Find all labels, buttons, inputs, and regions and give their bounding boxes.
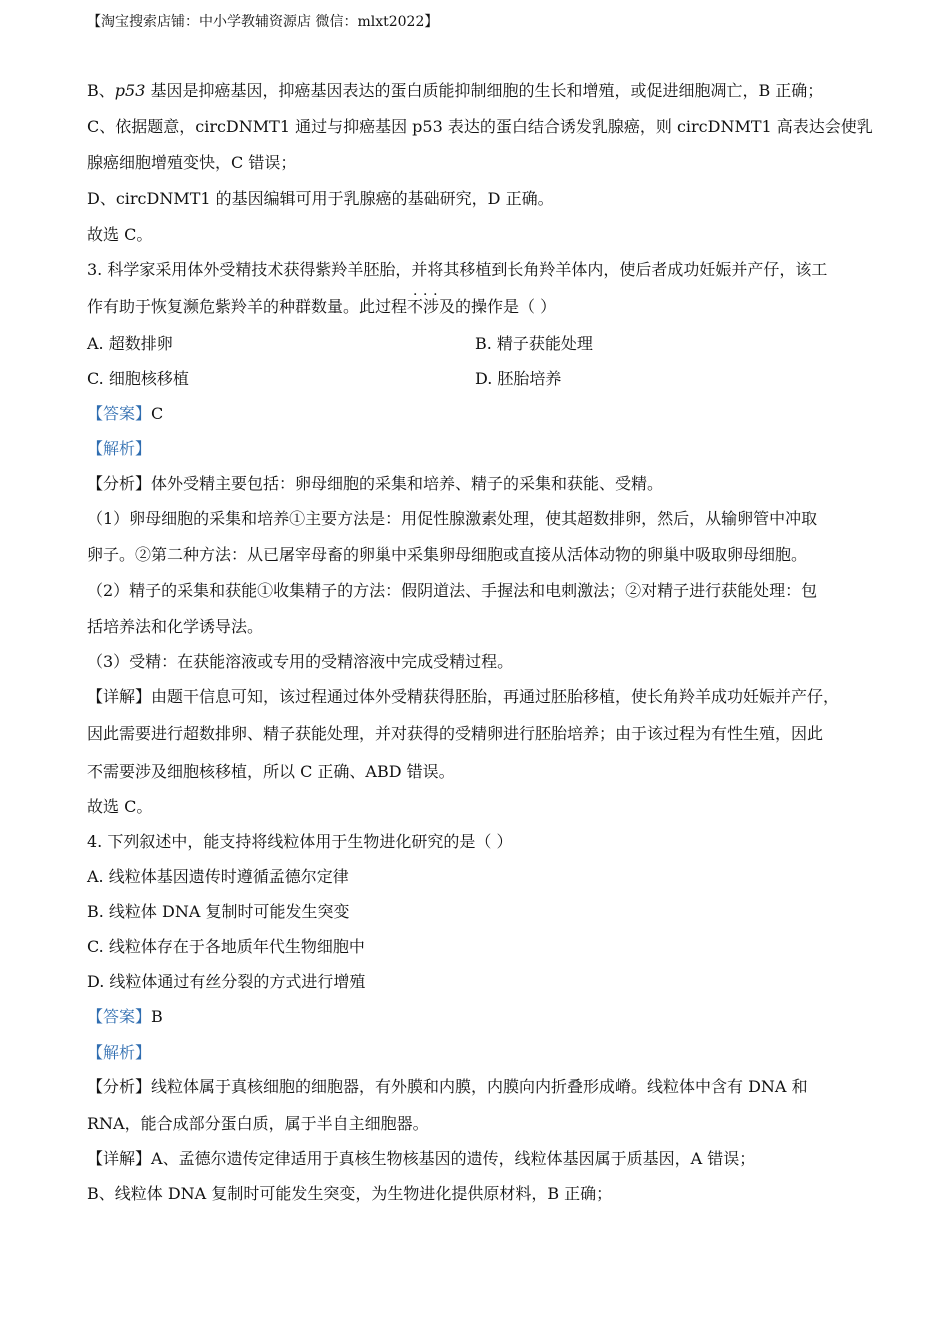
q3-answer bbox=[87, 403, 163, 425]
q4-fenxi-line1 bbox=[87, 1076, 808, 1098]
q2-option-c-line1: C、依据题意，circDNMT1 通过与抑癌基因 p53 表达的蛋白结合诱发乳腺癌，则 circDNMT1 高表达会使乳 bbox=[87, 117, 873, 136]
q4-option-d: D. 线粒体通过有丝分裂的方式进行增殖 bbox=[87, 972, 366, 991]
q4-answer-tag: 【答案】 bbox=[87, 1007, 152, 1026]
page-header: 【淘宝搜索店铺：中小学教辅资源店 微信：mlxt2022】 bbox=[87, 14, 439, 30]
q4-option-b: B. 线粒体 DNA 复制时可能发生突变 bbox=[87, 902, 350, 921]
q3-xiangjie-text: 由题干信息可知，该过程通过体外受精获得胚胎，再通过胚胎移植，使长角羚羊成功妊娠并产仔， bbox=[151, 687, 840, 706]
q3-analysis-tag: 【解析】 bbox=[87, 439, 152, 458]
q3-fenxi bbox=[87, 473, 663, 495]
q3-point2-line2: 括培养法和化学诱导法。 bbox=[87, 617, 264, 636]
q4-xiangjie-text: A、孟德尔遗传定律适用于真核生物核基因的遗传，线粒体基因属于质基因，A 错误； bbox=[151, 1149, 756, 1168]
q3-point1-line2: 卵子。②第二种方法：从已屠宰母畜的卵巢中采集卵母细胞或直接从活体动物的卵巢中吸取卵母细胞。 bbox=[87, 545, 808, 564]
q3-xiangjie-line1 bbox=[87, 686, 839, 708]
q4-xiangjie-tag: 【详解】 bbox=[87, 1149, 152, 1168]
q3-stem-emphasis: · · · 不涉及 bbox=[407, 297, 455, 316]
q3-fenxi-text: 体外受精主要包括：卵母细胞的采集和培养、精子的采集和获能、受精。 bbox=[151, 474, 664, 493]
q3-option-d: D. 胚胎培养 bbox=[475, 369, 562, 388]
q4-option-c: C. 线粒体存在于各地质年代生物细胞中 bbox=[87, 937, 365, 956]
q2-conclusion: 故选 C。 bbox=[87, 225, 153, 244]
q3-conclusion: 故选 C。 bbox=[87, 797, 153, 816]
q3-option-c: C. 细胞核移植 bbox=[87, 369, 189, 388]
q3-answer-value: C bbox=[151, 404, 164, 423]
q3-stem-line2 bbox=[87, 296, 556, 318]
q3-option-b: B. 精子获能处理 bbox=[475, 334, 593, 353]
q4-xiangjie-line2: B、线粒体 DNA 复制时可能发生突变，为生物进化提供原材料，B 正确； bbox=[87, 1184, 613, 1203]
q3-stem-before: 作有助于恢复濒危紫羚羊的种群数量。此过程 bbox=[87, 297, 408, 316]
q2-b-rest: 基因是抑癌基因，抑癌基因表达的蛋白质能抑制细胞的生长和增殖，或促进细胞凋亡，B 正确； bbox=[145, 81, 824, 100]
q3-xiangjie-line2: 因此需要进行超数排卵、精子获能处理，并对获得的受精卵进行胚胎培养；由于该过程为有性生殖，因此 bbox=[87, 724, 824, 743]
q4-answer-value: B bbox=[151, 1007, 163, 1026]
q3-xiangjie-tag: 【详解】 bbox=[87, 687, 152, 706]
q4-stem: 4. 下列叙述中，能支持将线粒体用于生物进化研究的是（ ） bbox=[87, 832, 513, 851]
q3-xiangjie-line3: 不需要涉及细胞核移植，所以 C 正确、ABD 错误。 bbox=[87, 762, 455, 781]
q2-b-prefix: B、 bbox=[87, 81, 115, 100]
q4-option-a: A. 线粒体基因遗传时遵循孟德尔定律 bbox=[87, 867, 349, 886]
q4-answer bbox=[87, 1006, 163, 1028]
q3-point3: （3）受精：在获能溶液或专用的受精溶液中完成受精过程。 bbox=[87, 652, 514, 671]
q3-stem-line1: 3. 科学家采用体外受精技术获得紫羚羊胚胎，并将其移植到长角羚羊体内，使后者成功妊娠并产仔，该工 bbox=[87, 260, 828, 279]
q2-option-c-line2: 腺癌细胞增殖变快，C 错误； bbox=[87, 153, 297, 172]
q3-fenxi-tag: 【分析】 bbox=[87, 474, 152, 493]
q3-stem-after: 的操作是（ ） bbox=[455, 297, 557, 316]
q4-xiangjie-line1 bbox=[87, 1148, 755, 1170]
q4-fenxi-line2: RNA，能合成部分蛋白质，属于半自主细胞器。 bbox=[87, 1114, 429, 1133]
q4-analysis-tag: 【解析】 bbox=[87, 1043, 152, 1062]
q2-b-gene: p53 bbox=[114, 81, 146, 100]
q4-fenxi-tag: 【分析】 bbox=[87, 1077, 152, 1096]
q2-option-d-explanation: D、circDNMT1 的基因编辑可用于乳腺癌的基础研究，D 正确。 bbox=[87, 189, 554, 208]
q3-point2-line1: （2）精子的采集和获能①收集精子的方法：假阴道法、手握法和电刺激法；②对精子进行获能处理：包 bbox=[87, 581, 818, 600]
q3-option-a: A. 超数排卵 bbox=[87, 334, 173, 353]
q2-option-b-explanation bbox=[87, 80, 823, 102]
q4-fenxi-text: 线粒体属于真核细胞的细胞器，有外膜和内膜，内膜向内折叠形成嵴。线粒体中含有 DNA 和 bbox=[151, 1077, 808, 1096]
q3-answer-tag: 【答案】 bbox=[87, 404, 152, 423]
q3-point1-line1: （1）卵母细胞的采集和培养①主要方法是：用促性腺激素处理，使其超数排卵，然后，从输卵管中冲取 bbox=[87, 509, 818, 528]
